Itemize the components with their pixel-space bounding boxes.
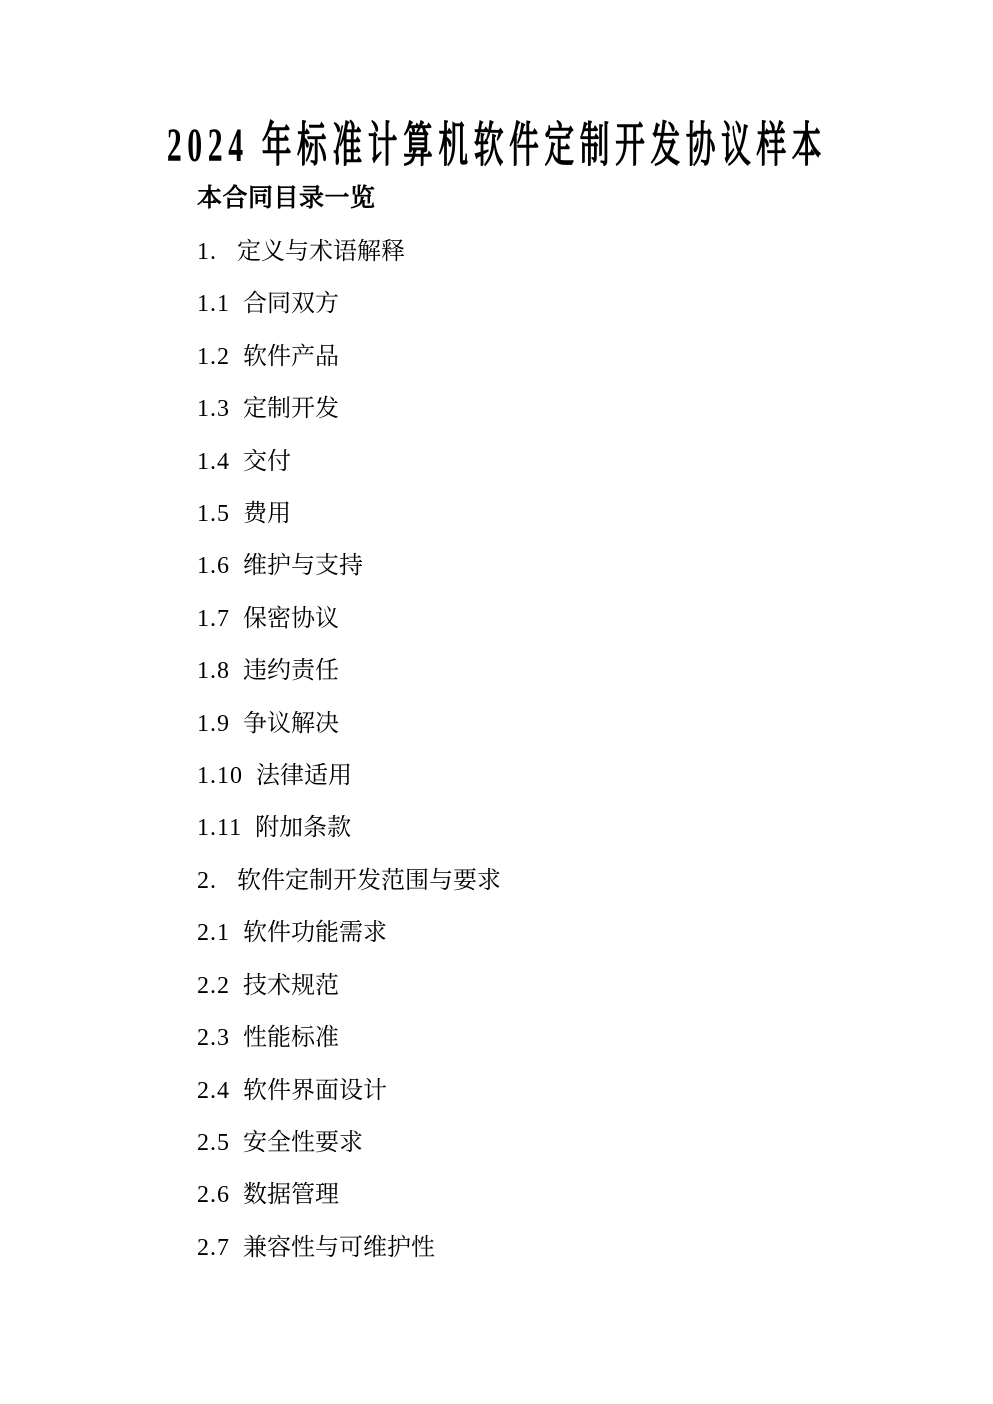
toc-item	[197, 960, 501, 1012]
toc-item	[197, 802, 501, 854]
toc-item-label: 附加条款	[255, 815, 352, 842]
toc-item	[197, 750, 501, 802]
toc-item-number: 1.5	[197, 501, 230, 528]
toc-item-number: 1.6	[197, 553, 230, 580]
toc-item	[197, 855, 501, 907]
toc-item-label: 争议解决	[243, 710, 339, 737]
toc-item-number: 1.10	[197, 763, 243, 790]
toc-item-label: 保密协议	[243, 605, 339, 632]
toc-item-label: 安全性要求	[243, 1129, 363, 1156]
toc-item	[197, 383, 501, 435]
toc-item	[197, 278, 501, 330]
toc-item	[197, 1012, 501, 1064]
toc-item-label: 费用	[243, 501, 291, 528]
toc-item-label: 数据管理	[243, 1182, 339, 1209]
toc-item	[197, 226, 501, 278]
toc-item	[197, 1117, 501, 1169]
toc-item-number: 2.7	[197, 1234, 230, 1261]
toc-item-label: 维护与支持	[243, 553, 363, 580]
toc-item-number: 2.5	[197, 1129, 230, 1156]
toc-item-label: 法律适用	[256, 763, 352, 790]
toc-item-number: 1.4	[197, 448, 230, 475]
toc-item-number: 1.11	[197, 815, 243, 842]
toc-item-label: 性能标准	[243, 1025, 339, 1052]
toc-item-number: 1.1	[197, 291, 230, 318]
toc-item-number: 1.2	[197, 343, 230, 370]
toc-item	[197, 593, 501, 645]
toc-heading: 本合同目录一览	[197, 185, 376, 212]
toc-item	[197, 331, 501, 383]
toc-item	[197, 698, 501, 750]
toc-item-label: 合同双方	[243, 291, 339, 318]
toc-item-number: 2.1	[197, 920, 230, 947]
toc-item	[197, 645, 501, 697]
toc-item-number: 2.4	[197, 1077, 230, 1104]
toc-item-number: 1.8	[197, 658, 230, 685]
toc-item	[197, 1222, 501, 1274]
toc-item-label: 交付	[243, 448, 291, 475]
toc-item-label: 软件定制开发范围与要求	[237, 867, 501, 894]
toc-item-label: 违约责任	[243, 658, 339, 685]
toc-item-number: 1.3	[197, 396, 230, 423]
toc-item	[197, 436, 501, 488]
toc-item-number: 1.9	[197, 710, 230, 737]
toc-item-label: 定制开发	[243, 396, 339, 423]
toc-item	[197, 907, 501, 959]
toc-item-number: 1.7	[197, 605, 230, 632]
toc-item-label: 软件功能需求	[243, 920, 387, 947]
toc-item	[197, 1169, 501, 1221]
document-title: 2024 年标准计算机软件定制开发协议样本	[166, 119, 827, 172]
toc-item-number: 2.3	[197, 1025, 230, 1052]
toc-item	[197, 1065, 501, 1117]
toc-item-label: 定义与术语解释	[237, 239, 405, 265]
toc-item	[197, 488, 501, 540]
toc-item-number: 2.2	[197, 972, 230, 999]
toc-list	[197, 226, 501, 1274]
toc-item	[197, 540, 501, 592]
toc-item-label: 软件产品	[243, 343, 339, 370]
toc-item-number: 2.	[197, 867, 217, 894]
toc-item-number: 1.	[197, 239, 217, 265]
toc-item-label: 兼容性与可维护性	[243, 1234, 435, 1261]
toc-item-label: 软件界面设计	[243, 1077, 387, 1104]
toc-item-label: 技术规范	[243, 972, 339, 999]
toc-item-number: 2.6	[197, 1182, 230, 1209]
